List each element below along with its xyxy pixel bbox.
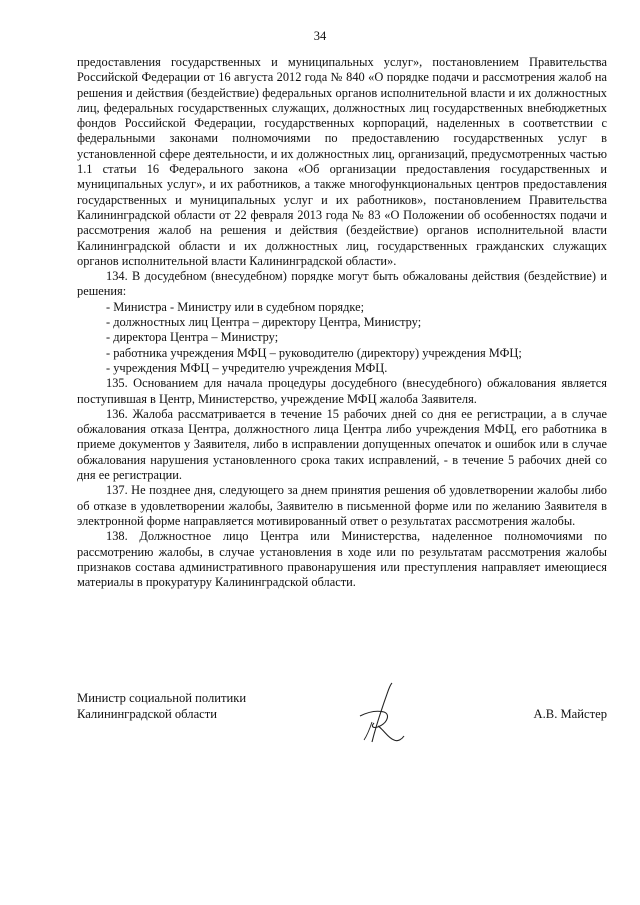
paragraph-138: 138. Должностное лицо Центра или Министерства, наделенное полномочиями по рассмотрению жалобы, в случае установления в ходе или по результатам рассмотрения жалобы признаков состава административного правонарушения или преступления направляет имеющиеся материалы в прокуратуру Калининградской области. [77, 529, 607, 590]
list-item: - должностных лиц Центра – директору Центра, Министру; [106, 315, 422, 330]
signer-position [77, 690, 317, 722]
appeal-list [77, 300, 607, 376]
document-body [77, 55, 607, 590]
paragraph-135: 135. Основанием для начала процедуры досудебного (внесудебного) обжалования является поступившая в Центр, Министерство, учреждение МФЦ жалоба Заявителя. [77, 376, 607, 406]
handwritten-signature-icon [354, 682, 412, 746]
paragraph-134: 134. В досудебном (внесудебном) порядке могут быть обжалованы действия (бездействие) и решения: [77, 269, 607, 299]
list-item: - работника учреждения МФЦ – руководителю (директору) учреждения МФЦ; [106, 345, 522, 360]
paragraph-137: 137. Не позднее дня, следующего за днем принятия решения об удовлетворении жалобы либо об отказе в удовлетворении жалобы, Заявителю в письменной форме или по желанию Заявителя в электронной форме направляется мотивированный ответ о результатах рассмотрения жалобы. [77, 483, 607, 528]
paragraph-136: 136. Жалоба рассматривается в течение 15 рабочих дней со дня ее регистрации, а в случае обжалования отказа Центра, должностного лица Центра либо учреждения МФЦ, его работника в приеме документов у Заявителя, либо в исправлении допущенных опечаток и ошибок или в случае обжалования нарушения установленного срока таких исправлений, - в течение 5 рабочих дней со дня ее регистрации. [77, 406, 607, 483]
list-item: - Министра - Министру или в судебном порядке; [106, 299, 365, 314]
list-item: - директора Центра – Министру; [106, 330, 279, 345]
page-number: 34 [313, 29, 327, 43]
list-item: - учреждения МФЦ – учредителю учреждения МФЦ. [106, 360, 388, 375]
signer-position-line: Калининградской области [77, 707, 217, 721]
signature-block [77, 690, 607, 750]
signer-position-line: Министр социальной политики [77, 691, 247, 705]
signer-name: А.В. Майстер [533, 707, 607, 721]
intro-paragraph: предоставления государственных и муниципальных услуг», постановлением Правительства Российской Федерации от 16 августа 2012 года № 840 «О порядке подачи и рассмотрения жалоб на решения и действия (бездействие) федеральных органов исполнительной власти и их должностных лиц, федеральных государственных служащих, должностных лиц государственных внебюджетных фондов Российской Федерации, государственных корпораций, наделенных в соответствии с федеральными законами полномочиями по предоставлению государственных услуг в установленной сфере деятельности, и их должностных лиц, организаций, предусмотренных частью 1.1 статьи 16 Федерального закона «Об организации предоставления государственных и муниципальных услуг», и их работников, а также многофункциональных центров предоставления государственных и муниципальных услуг и их работников», постановлением Правительства Калининградской области от 22 февраля 2013 года № 83 «О Положении об особенностях подачи и рассмотрения жалоб на решения и действия (бездействие) органов исполнительной власти Калининградской области и их должностных лиц, государственных гражданских служащих органов исполнительной власти Калининградской области». [77, 55, 607, 268]
